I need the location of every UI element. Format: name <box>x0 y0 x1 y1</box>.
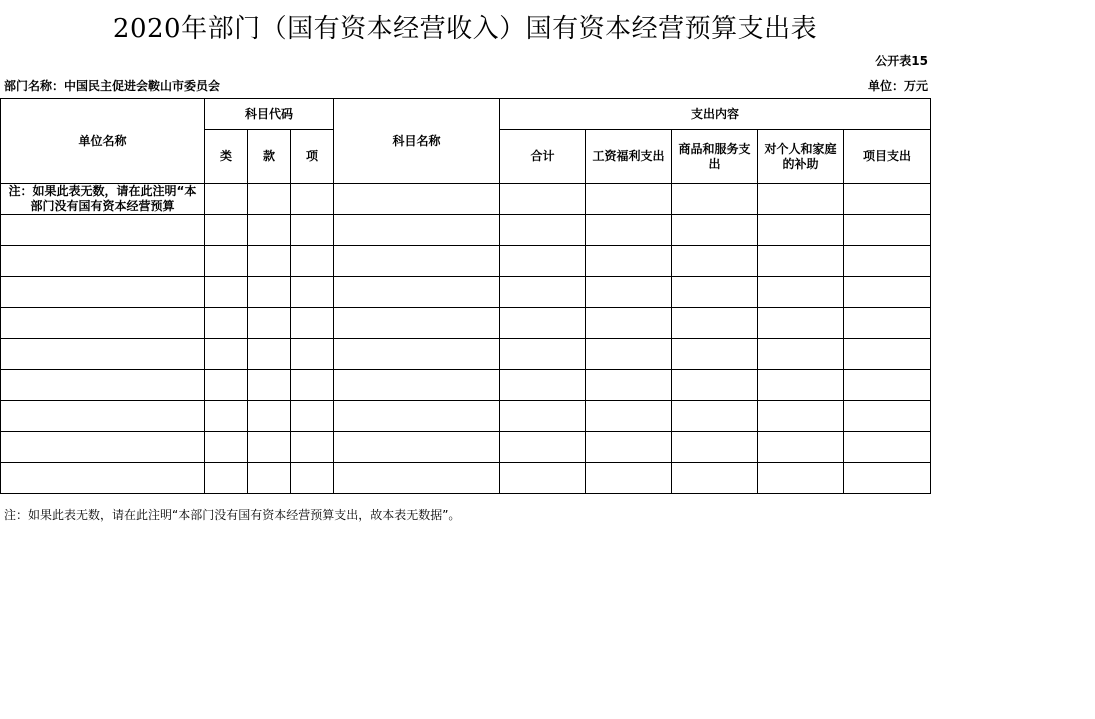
table-cell[interactable] <box>205 432 248 463</box>
table-cell[interactable] <box>1 277 205 308</box>
header-subject-code: 科目代码 <box>205 99 334 130</box>
table-cell[interactable] <box>758 370 844 401</box>
table-row <box>1 463 931 494</box>
table-cell[interactable] <box>248 401 291 432</box>
table-cell[interactable] <box>291 401 334 432</box>
table-cell[interactable] <box>205 401 248 432</box>
table-cell[interactable] <box>248 215 291 246</box>
table-cell[interactable] <box>500 184 586 215</box>
table-cell[interactable] <box>586 308 672 339</box>
table-cell[interactable] <box>248 308 291 339</box>
table-cell[interactable] <box>844 370 931 401</box>
table-cell[interactable] <box>758 308 844 339</box>
table-cell[interactable] <box>500 246 586 277</box>
table-cell[interactable] <box>1 432 205 463</box>
table-cell[interactable] <box>758 432 844 463</box>
table-cell[interactable] <box>586 184 672 215</box>
department-name: 部门名称：中国民主促进会鞍山市委员会 <box>4 79 221 93</box>
table-cell[interactable] <box>334 184 500 215</box>
header-expenditure-content: 支出内容 <box>500 99 931 130</box>
table-cell[interactable] <box>758 277 844 308</box>
table-cell[interactable] <box>205 184 248 215</box>
table-cell[interactable] <box>334 215 500 246</box>
table-cell[interactable] <box>844 215 931 246</box>
table-cell[interactable] <box>334 277 500 308</box>
table-cell[interactable] <box>844 308 931 339</box>
table-cell[interactable] <box>844 246 931 277</box>
header-code-section: 款 <box>248 130 291 184</box>
table-cell[interactable] <box>291 246 334 277</box>
table-cell[interactable] <box>1 215 205 246</box>
header-code-category: 类 <box>205 130 248 184</box>
table-cell[interactable] <box>586 463 672 494</box>
table-cell[interactable] <box>586 339 672 370</box>
table-cell[interactable] <box>758 215 844 246</box>
table-cell[interactable] <box>500 308 586 339</box>
page-title: 2020年部门（国有资本经营收入）国有资本经营预算支出表 <box>112 14 818 44</box>
header-goods-services: 商品和服务支出 <box>672 130 758 184</box>
table-cell[interactable] <box>500 401 586 432</box>
unit-label: 单位：万元 <box>867 79 928 93</box>
table-row <box>1 339 931 370</box>
table-body <box>1 184 931 494</box>
table-cell[interactable] <box>248 246 291 277</box>
table-cell[interactable] <box>291 432 334 463</box>
table-cell[interactable] <box>205 308 248 339</box>
first-row-note[interactable]: 注：如果此表无数，请在此注明“本部门没有国有资本经营预算 <box>1 184 205 215</box>
table-cell[interactable] <box>758 339 844 370</box>
table-cell[interactable] <box>291 463 334 494</box>
table-row <box>1 184 931 215</box>
table-cell[interactable] <box>334 339 500 370</box>
table-cell[interactable] <box>334 246 500 277</box>
table-cell[interactable] <box>758 246 844 277</box>
table-cell[interactable] <box>248 277 291 308</box>
table-cell[interactable] <box>500 339 586 370</box>
table-cell[interactable] <box>586 370 672 401</box>
table-row <box>1 246 931 277</box>
table-cell[interactable] <box>586 432 672 463</box>
table-cell[interactable] <box>205 277 248 308</box>
table-cell[interactable] <box>248 339 291 370</box>
table-cell[interactable] <box>758 401 844 432</box>
table-cell[interactable] <box>205 339 248 370</box>
table-cell[interactable] <box>672 370 758 401</box>
header-code-item: 项 <box>291 130 334 184</box>
table-cell[interactable] <box>205 246 248 277</box>
budget-table <box>0 98 931 494</box>
table-cell[interactable] <box>205 215 248 246</box>
table-cell[interactable] <box>1 463 205 494</box>
table-cell[interactable] <box>1 308 205 339</box>
table-cell[interactable] <box>672 463 758 494</box>
table-cell[interactable] <box>291 184 334 215</box>
header-project-expenditure: 项目支出 <box>844 130 931 184</box>
table-cell[interactable] <box>334 308 500 339</box>
table-cell[interactable] <box>672 246 758 277</box>
table-cell[interactable] <box>291 370 334 401</box>
table-cell[interactable] <box>1 370 205 401</box>
table-cell[interactable] <box>844 339 931 370</box>
table-cell[interactable] <box>334 370 500 401</box>
header-total: 合计 <box>500 130 586 184</box>
table-cell[interactable] <box>291 339 334 370</box>
table-cell[interactable] <box>248 370 291 401</box>
table-cell[interactable] <box>248 432 291 463</box>
table-cell[interactable] <box>844 277 931 308</box>
table-cell[interactable] <box>500 277 586 308</box>
table-cell[interactable] <box>844 184 931 215</box>
table-cell[interactable] <box>205 370 248 401</box>
table-cell[interactable] <box>248 463 291 494</box>
table-row <box>1 401 931 432</box>
table-cell[interactable] <box>334 432 500 463</box>
table-cell[interactable] <box>672 432 758 463</box>
table-row <box>1 277 931 308</box>
table-row <box>1 215 931 246</box>
table-cell[interactable] <box>586 246 672 277</box>
table-cell[interactable] <box>672 401 758 432</box>
table-cell[interactable] <box>248 184 291 215</box>
table-cell[interactable] <box>586 215 672 246</box>
table-cell[interactable] <box>586 277 672 308</box>
header-subject-name: 科目名称 <box>334 99 500 184</box>
table-row <box>1 308 931 339</box>
table-cell[interactable] <box>672 308 758 339</box>
table-cell[interactable] <box>334 401 500 432</box>
table-cell[interactable] <box>1 246 205 277</box>
form-number: 公开表15 <box>875 54 928 68</box>
table-cell[interactable] <box>844 401 931 432</box>
table-cell[interactable] <box>672 215 758 246</box>
header-wages-welfare: 工资福利支出 <box>586 130 672 184</box>
table-cell[interactable] <box>291 215 334 246</box>
header-personal-family-subsidy: 对个人和家庭的补助 <box>758 130 844 184</box>
table-cell[interactable] <box>586 401 672 432</box>
table-cell[interactable] <box>672 339 758 370</box>
table-cell[interactable] <box>1 401 205 432</box>
table-cell[interactable] <box>1 339 205 370</box>
footnote: 注：如果此表无数，请在此注明“本部门没有国有资本经营预算支出，故本表无数据”。 <box>4 508 461 522</box>
table-cell[interactable] <box>205 463 248 494</box>
table-cell[interactable] <box>844 432 931 463</box>
table-cell[interactable] <box>500 432 586 463</box>
table-row <box>1 370 931 401</box>
table-cell[interactable] <box>291 277 334 308</box>
table-cell[interactable] <box>291 308 334 339</box>
header-unit-name: 单位名称 <box>1 99 205 184</box>
table-cell[interactable] <box>844 463 931 494</box>
table-cell[interactable] <box>672 184 758 215</box>
table-cell[interactable] <box>758 463 844 494</box>
table-cell[interactable] <box>500 463 586 494</box>
table-cell[interactable] <box>500 370 586 401</box>
table-cell[interactable] <box>672 277 758 308</box>
table-row <box>1 432 931 463</box>
table-cell[interactable] <box>334 463 500 494</box>
table-cell[interactable] <box>500 215 586 246</box>
table-cell[interactable] <box>758 184 844 215</box>
